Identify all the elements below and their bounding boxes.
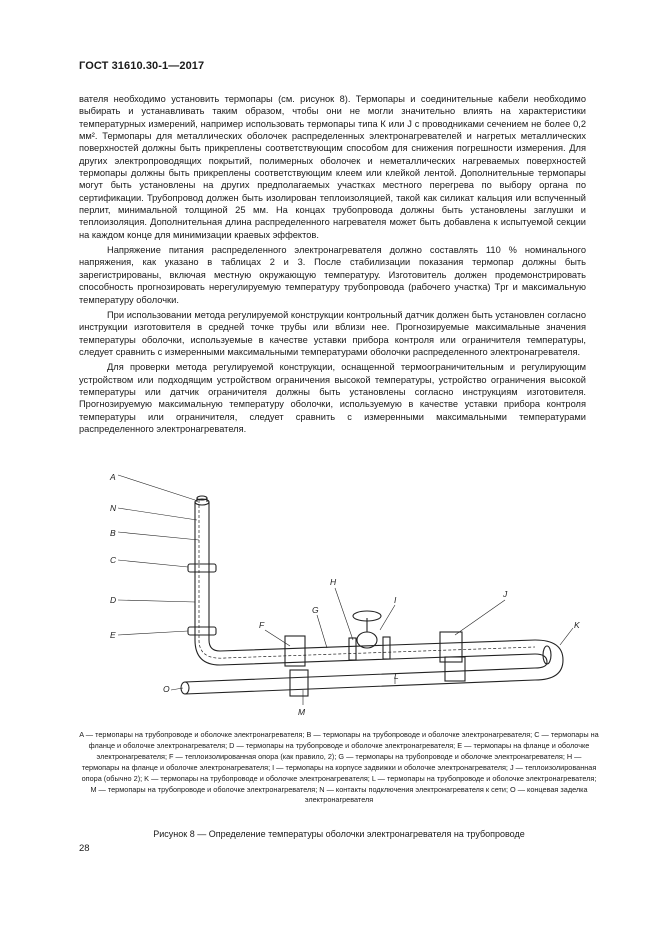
upper-pipe — [220, 640, 535, 665]
label-k: K — [574, 620, 580, 630]
page-number: 28 — [79, 843, 90, 854]
label-c: C — [110, 555, 117, 565]
label-d: D — [110, 595, 117, 605]
paragraph-1: вателя необходимо установить термопары (см. рисунок 8). Термопары и соединительные кабели необходимо выбирать и устанавливать таким образом, чтобы они не могли значительно влиять на характеристики температурных измерений, например использовать термопары типа К или J с проводниками сечением не более 0,2 мм². Термопары для металлических оболочек распределенных электронагревателей и нагретых металлических поверхностей должны быть прикреплены соответствующим способом для снижения погрешности измерения. Для других электропроводящих покрытий, полимерных оболочек и неметаллических нагреваемых поверхностей термопары должны быть прикреплены соответствующим клеем или клейкой лентой. Дополнительные термопары могут быть установлены на других предполагаемых участках местного перегрева по выбору органа по сертификации. Трубопровод должен быть изолирован теплоизоляцией, такой как силикат кальция или вспученный перлит, минимальной толщиной 25 мм. На концах трубопровода должны быть установлены заглушки и теплоизоляция. Дополнительная длина распределенного нагревателя может быть добавлена к испытуемой секции на каждом конце для минимизации краевых эффектов. — [79, 94, 586, 240]
label-o: O — [163, 684, 170, 694]
label-h: H — [330, 577, 337, 587]
label-f: F — [259, 620, 265, 630]
label-l: L — [394, 671, 399, 681]
label-n: N — [110, 503, 117, 513]
label-i: I — [394, 595, 397, 605]
label-a: A — [110, 472, 116, 482]
body-text — [79, 93, 586, 438]
pipeline-figure — [95, 470, 585, 725]
lower-pipe — [185, 668, 535, 694]
figure-legend: A — термопары на трубопроводе и оболочке электронагревателя; B — термопары на трубопроводе и оболочке электронагревателя; C — термопары на фланце и оболочке электронагревателя; D — термопары на трубопроводе и оболочке электронагревателя; E — термопары на фланце и оболочке электронагревателя; F — теплоизолированная опора (как правило, 2); G — термопары на трубопроводе и оболочке электронагревателя; H — термопары на фланце и оболочке электронагревателя; I — термопары на корпусе задвижки и оболочке электронагревателя; J — теплоизолированная опора (обычно 2); K — термопары на трубопроводе и оболочке электронагревателя; L — термопары на трубопроводе и оболочке электронагревателя; M — термопары на трубопроводе и оболочке электронагревателя; N — контакты подключения электронагревателя к сети; O — концевая заделка электронагревателя — [79, 730, 599, 805]
paragraph-4: Для проверки метода регулируемой конструкции, оснащенной термоограничительным и регулирующим устройством или подходящим устройством ограничения высокой температуры, устройство ограничения высокой температуры или датчик ограничителя должны быть установлены согласно инструкциям изготовителя. Прогнозируемую максимальную температуру оболочки, используемую в качестве уставки прибора контроля температуры или ограничителя, следует сравнить с измеренными максимальными температурами распределенного электронагревателя. — [79, 362, 586, 434]
label-e: E — [110, 630, 116, 640]
vertical-pipe — [195, 502, 209, 640]
label-j: J — [503, 589, 508, 599]
standard-header: ГОСТ 31610.30-1—2017 — [79, 60, 205, 72]
label-b: B — [110, 528, 116, 538]
paragraph-3: При использовании метода регулируемой конструкции контрольный датчик должен быть установлен согласно инструкции изготовителя в средней точке трубы или вблизи нее. Прогнозируемые максимальные значения температуры оболочки, используемые в качестве уставки прибора контроля или ограничителя температуры, следует сравнить с измеренными максимальными температурами оболочки распределенного электронагревателя. — [79, 309, 586, 357]
label-g: G — [312, 605, 319, 615]
figure-title: Рисунок 8 — Определение температуры оболочки электронагревателя на трубопроводе — [153, 829, 525, 839]
label-m: M — [298, 707, 306, 717]
paragraph-2: Напряжение питания распределенного электронагревателя должно составлять 110 % номинального напряжения, как указано в таблицах 2 и 3. После стабилизации показания термопар должны быть зарегистрированы, включая местную окружающую температуру. Изготовитель должен продемонстрировать способность прогнозировать нерегулируемую температуру трубопровода (рабочего участка) Tpr и максимальную температуру оболочки. — [79, 245, 586, 305]
pipeline-drawing — [95, 470, 585, 725]
